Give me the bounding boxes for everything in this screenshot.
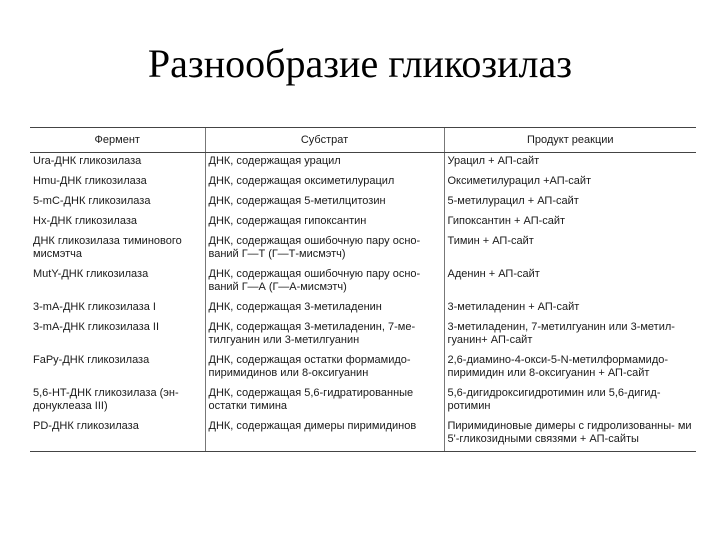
cell-enzyme: ДНК гликозилаза тиминового мисмэтча (33, 235, 182, 260)
table-row (30, 385, 696, 418)
table-row (30, 266, 696, 299)
table-row (30, 153, 696, 174)
cell-product: Пиримидиновые димеры с гидролизованны- ми 5'-гликозидными связями + АП-сайты (444, 418, 696, 452)
cell-enzyme: Hmu-ДНК гликозилаза (33, 175, 147, 187)
table-row (30, 352, 696, 385)
cell-substrate: ДНК, содержащая ошибочную пару осно- ваний Г—Т (Г—Т-мисмэтч) (205, 233, 444, 266)
cell-substrate: ДНК, содержащая гипоксантин (205, 213, 444, 233)
cell-product: 2,6-диамино-4-окси-5-N-метилформамидо- пиримидин или 8-оксигуанин + АП-сайт (444, 352, 696, 385)
cell-enzyme: FaPy-ДНК гликозилаза (33, 354, 150, 366)
cell-product: 5,6-дигидроксигидротимин или 5,6-дигид- ротимин (444, 385, 696, 418)
cell-substrate: ДНК, содержащая урацил (205, 153, 444, 174)
cell-product: Тимин + АП-сайт (444, 233, 696, 266)
cell-substrate: ДНК, содержащая димеры пиримидинов (205, 418, 444, 452)
header-substrate: Субстрат (205, 128, 444, 153)
table-row (30, 173, 696, 193)
table-row (30, 319, 696, 352)
cell-enzyme: PD-ДНК гликозилаза (30, 418, 205, 452)
slide-title: Разнообразие гликозилаз (147, 41, 573, 86)
cell-substrate: ДНК, содержащая 3-метиладенин, 7-ме- тилгуанин или 3-метилгуанин (205, 319, 444, 352)
cell-substrate: ДНК, содержащая 3-метиладенин (205, 299, 444, 319)
table-row (30, 233, 696, 266)
cell-product: Урацил + АП-сайт (444, 153, 696, 174)
cell-product: Гипоксантин + АП-сайт (444, 213, 696, 233)
cell-product: Аденин + АП-сайт (444, 266, 696, 299)
cell-substrate: ДНК, содержащая 5-метилцитозин (205, 193, 444, 213)
cell-product: 3-метиладенин + АП-сайт (444, 299, 696, 319)
header-product: Продукт реакции (444, 128, 696, 153)
cell-product: 5-метилурацил + АП-сайт (444, 193, 696, 213)
cell-enzyme: 5-mC-ДНК гликозилаза (33, 195, 151, 207)
cell-enzyme: MutY-ДНК гликозилаза (33, 268, 149, 280)
table-row (30, 213, 696, 233)
cell-substrate: ДНК, содержащая оксиметилурацил (205, 173, 444, 193)
cell-enzyme: 5,6-HT-ДНК гликозилаза (эн- донуклеаза III) (33, 387, 179, 412)
cell-product: Оксиметилурацил +АП-сайт (444, 173, 696, 193)
glycosylase-table-container (30, 127, 696, 452)
glycosylase-table (30, 127, 696, 452)
table-row (30, 299, 696, 319)
cell-enzyme: 3-mA-ДНК гликозилаза II (33, 321, 159, 333)
cell-enzyme: 3-mA-ДНК гликозилаза I (33, 301, 156, 313)
table-row (30, 418, 696, 452)
table-header-row (30, 128, 696, 153)
cell-enzyme: Hx-ДНК гликозилаза (33, 215, 137, 227)
header-enzyme: Фермент (30, 128, 205, 153)
cell-product: 3-метиладенин, 7-метилгуанин или 3-метил- гуанин+ АП-сайт (444, 319, 696, 352)
cell-substrate: ДНК, содержащая ошибочную пару осно- ваний Г—А (Г—А-мисмэтч) (205, 266, 444, 299)
cell-enzyme: Ura-ДНК гликозилаза (33, 155, 142, 167)
cell-substrate: ДНК, содержащая 5,6-гидратированные остатки тимина (205, 385, 444, 418)
cell-substrate: ДНК, содержащая остатки формамидо- пиримидинов или 8-оксигуанин (205, 352, 444, 385)
table-row (30, 193, 696, 213)
